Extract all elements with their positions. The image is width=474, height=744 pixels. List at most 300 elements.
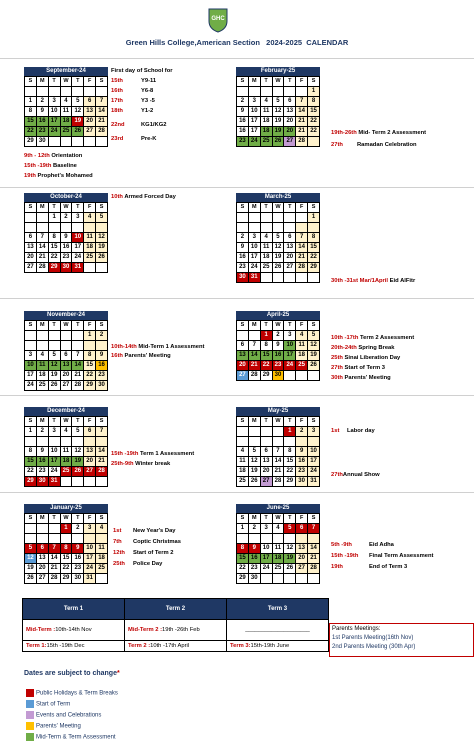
day-cell: 10 <box>84 544 96 554</box>
day-cell: 16 <box>72 554 84 564</box>
day-cell: 26 <box>308 361 320 371</box>
day-cell: 10 <box>48 447 60 457</box>
day-cell <box>296 87 308 97</box>
day-cell <box>296 534 308 544</box>
day-cell: 26 <box>72 467 84 477</box>
day-cell: 30 <box>36 137 48 147</box>
day-cell: 13 <box>36 554 48 564</box>
day-cell: 2 <box>60 213 72 223</box>
week-row <box>25 97 108 107</box>
week-row <box>25 371 108 381</box>
day-cell: 17 <box>260 554 272 564</box>
day-cell: 5 <box>284 524 296 534</box>
day-cell <box>96 341 108 351</box>
day-cell: 30 <box>96 381 108 391</box>
weekday-header: T <box>72 321 84 331</box>
weekday-header: S <box>308 417 320 427</box>
day-cell: 8 <box>237 544 249 554</box>
day-cell <box>284 213 296 223</box>
week-row <box>237 87 320 97</box>
weekday-header: W <box>272 203 284 213</box>
day-cell: 1 <box>308 87 320 97</box>
day-cell: 2 <box>36 97 48 107</box>
day-cell: 5 <box>25 544 37 554</box>
day-cell: 28 <box>48 574 60 584</box>
month-march-25 <box>236 193 320 283</box>
day-cell: 15 <box>308 243 320 253</box>
day-cell: 8 <box>25 447 37 457</box>
day-cell <box>272 437 284 447</box>
day-cell: 26 <box>272 263 284 273</box>
day-cell: 2 <box>72 524 84 534</box>
weekday-header: F <box>296 77 308 87</box>
week-row <box>237 351 320 361</box>
weekday-header: M <box>36 417 48 427</box>
weekday-header-row <box>25 417 108 427</box>
weekday-header: S <box>25 77 37 87</box>
day-cell <box>48 331 60 341</box>
day-cell: 28 <box>248 371 260 381</box>
day-cell: 9 <box>96 351 108 361</box>
day-cell: 6 <box>284 233 296 243</box>
day-cell: 6 <box>284 97 296 107</box>
weekday-header: W <box>272 417 284 427</box>
weekday-header: S <box>308 203 320 213</box>
week-row <box>25 117 108 127</box>
weekday-header: W <box>272 514 284 524</box>
day-cell: 18 <box>60 117 72 127</box>
weekday-header: W <box>60 77 72 87</box>
day-cell <box>60 437 72 447</box>
day-cell: 6 <box>296 524 308 534</box>
day-cell <box>48 534 60 544</box>
day-cell: 23 <box>36 127 48 137</box>
day-cell: 6 <box>84 427 96 437</box>
week-row <box>237 427 320 437</box>
school-logo-shield-icon <box>207 7 229 33</box>
day-cell <box>248 87 260 97</box>
day-cell: 1 <box>308 213 320 223</box>
note-line: 22nd KG1/KG2 <box>111 122 167 128</box>
day-cell: 3 <box>260 524 272 534</box>
day-cell <box>96 87 108 97</box>
day-cell: 24 <box>84 564 96 574</box>
day-cell: 15 <box>308 107 320 117</box>
day-cell: 19 <box>72 117 84 127</box>
weekday-header: S <box>237 321 249 331</box>
day-cell: 31 <box>84 574 96 584</box>
day-cell <box>60 341 72 351</box>
note-line: 19th-26th Mid- Term 2 Assessment <box>331 130 427 136</box>
day-cell: 8 <box>308 97 320 107</box>
day-cell <box>284 574 296 584</box>
day-cell: 30 <box>296 477 308 487</box>
weekday-header: S <box>25 203 37 213</box>
day-cell <box>248 331 260 341</box>
day-cell: 29 <box>84 381 96 391</box>
week-row <box>237 233 320 243</box>
note-line: 30th Parents' Meeting <box>331 375 391 381</box>
day-cell: 21 <box>36 253 48 263</box>
note-line: 23rd Pre-K <box>111 136 157 142</box>
week-row <box>237 213 320 223</box>
day-cell: 23 <box>36 467 48 477</box>
legend-item-parents-meeting: Parents' Meeting <box>26 722 81 731</box>
weekday-header: T <box>48 417 60 427</box>
day-cell: 5 <box>272 97 284 107</box>
day-cell: 12 <box>72 447 84 457</box>
day-cell: 31 <box>48 477 60 487</box>
day-cell: 29 <box>25 137 37 147</box>
day-cell: 12 <box>308 341 320 351</box>
day-cell <box>248 534 260 544</box>
weekday-header: T <box>284 514 296 524</box>
term-cell: Mid-Term 2 :19th -26th Feb <box>125 620 227 641</box>
day-cell: 8 <box>284 447 296 457</box>
day-cell: 24 <box>248 263 260 273</box>
day-cell <box>308 437 320 447</box>
day-cell: 29 <box>260 371 272 381</box>
day-cell: 7 <box>96 97 108 107</box>
day-cell: 8 <box>48 233 60 243</box>
day-cell: 27 <box>36 574 48 584</box>
weekday-header-row <box>237 203 320 213</box>
day-cell: 14 <box>296 107 308 117</box>
day-cell: 1 <box>25 427 37 437</box>
weekday-header: S <box>96 514 108 524</box>
day-cell: 5 <box>72 97 84 107</box>
day-cell: 3 <box>248 233 260 243</box>
day-cell: 13 <box>84 447 96 457</box>
week-row <box>237 263 320 273</box>
day-cell: 16 <box>36 457 48 467</box>
weekday-header: T <box>72 203 84 213</box>
day-cell: 14 <box>296 243 308 253</box>
day-cell: 9 <box>237 107 249 117</box>
day-cell: 4 <box>260 97 272 107</box>
week-row <box>237 273 320 283</box>
day-cell: 2 <box>36 427 48 437</box>
day-cell <box>272 273 284 283</box>
day-cell <box>260 574 272 584</box>
day-cell: 29 <box>237 574 249 584</box>
month-january-25 <box>24 504 108 584</box>
day-cell: 4 <box>237 447 249 457</box>
day-cell <box>25 341 37 351</box>
day-cell: 6 <box>237 341 249 351</box>
day-cell: 23 <box>248 564 260 574</box>
weekday-header-row <box>25 203 108 213</box>
day-cell <box>284 223 296 233</box>
day-cell: 6 <box>25 233 37 243</box>
day-cell: 12 <box>48 361 60 371</box>
day-cell: 23 <box>237 137 249 147</box>
holiday-swatch <box>26 689 34 697</box>
notes-september-below <box>24 151 93 181</box>
day-cell <box>296 223 308 233</box>
day-cell: 28 <box>296 263 308 273</box>
day-cell: 6 <box>84 97 96 107</box>
day-cell: 15 <box>260 351 272 361</box>
day-cell: 29 <box>48 263 60 273</box>
day-cell <box>296 213 308 223</box>
day-cell: 24 <box>72 253 84 263</box>
divider <box>0 395 474 396</box>
day-cell: 28 <box>308 564 320 574</box>
day-cell: 17 <box>72 243 84 253</box>
day-cell: 24 <box>284 361 296 371</box>
note-line: 18th Y1-2 <box>111 108 154 114</box>
weekday-header: T <box>72 77 84 87</box>
weekday-header: S <box>96 77 108 87</box>
day-cell: 11 <box>272 544 284 554</box>
day-cell: 14 <box>36 243 48 253</box>
day-cell <box>96 137 108 147</box>
week-row <box>25 137 108 147</box>
term-header: Term 2 <box>125 599 227 620</box>
notes-june <box>331 540 433 573</box>
notes-november <box>111 343 204 361</box>
day-cell: 14 <box>308 544 320 554</box>
week-row <box>25 554 108 564</box>
weekday-header: S <box>25 321 37 331</box>
week-row <box>25 534 108 544</box>
day-cell <box>60 477 72 487</box>
divider <box>0 58 474 59</box>
day-cell <box>248 427 260 437</box>
day-cell <box>36 437 48 447</box>
note-line: 27thAnnual Show <box>331 472 380 478</box>
day-cell: 3 <box>48 97 60 107</box>
day-cell: 23 <box>272 361 284 371</box>
day-cell: 13 <box>284 243 296 253</box>
day-cell: 20 <box>296 554 308 564</box>
day-cell: 15 <box>25 457 37 467</box>
day-cell <box>308 137 320 147</box>
weekday-header: S <box>308 514 320 524</box>
day-cell: 11 <box>296 341 308 351</box>
day-cell: 12 <box>96 233 108 243</box>
day-cell: 22 <box>308 117 320 127</box>
day-cell: 19 <box>25 564 37 574</box>
day-cell <box>260 534 272 544</box>
day-cell <box>260 273 272 283</box>
day-cell <box>60 331 72 341</box>
weekday-header: M <box>248 514 260 524</box>
day-cell <box>284 273 296 283</box>
week-row <box>25 437 108 447</box>
weekday-header: S <box>25 514 37 524</box>
day-cell: 10 <box>308 447 320 457</box>
day-cell: 1 <box>25 97 37 107</box>
month-may-25 <box>236 407 320 487</box>
day-cell: 27 <box>84 127 96 137</box>
day-cell: 19 <box>248 467 260 477</box>
day-cell: 28 <box>96 127 108 137</box>
day-cell: 13 <box>84 107 96 117</box>
day-cell: 17 <box>284 351 296 361</box>
weekday-header: F <box>296 514 308 524</box>
day-cell: 14 <box>96 447 108 457</box>
month-september-24 <box>24 67 108 147</box>
day-cell: 21 <box>296 127 308 137</box>
day-cell: 21 <box>296 253 308 263</box>
day-cell <box>237 87 249 97</box>
day-cell: 20 <box>36 564 48 574</box>
day-cell: 12 <box>272 243 284 253</box>
week-row <box>25 243 108 253</box>
week-row <box>25 331 108 341</box>
note-line: 25th-9th Winter break <box>111 461 171 467</box>
day-cell: 7 <box>296 97 308 107</box>
day-cell: 27 <box>284 263 296 273</box>
day-cell <box>72 223 84 233</box>
note-line: 19th Prophet's Mohamed <box>24 173 93 179</box>
weekday-header: T <box>48 203 60 213</box>
day-cell <box>84 437 96 447</box>
day-cell: 24 <box>25 381 37 391</box>
term-cell: Term 1:15th -19th Dec <box>23 641 125 652</box>
day-cell <box>48 524 60 534</box>
day-cell: 24 <box>48 127 60 137</box>
day-cell: 16 <box>248 554 260 564</box>
day-cell <box>72 341 84 351</box>
day-cell <box>25 331 37 341</box>
day-cell: 18 <box>237 467 249 477</box>
month-title: June-25 <box>236 504 320 513</box>
day-cell <box>72 477 84 487</box>
day-cell <box>308 273 320 283</box>
day-cell <box>248 223 260 233</box>
day-cell: 2 <box>237 97 249 107</box>
day-cell <box>284 87 296 97</box>
week-row <box>237 243 320 253</box>
note-line: 15th -19th Term 1 Assessment <box>111 451 195 457</box>
day-cell: 3 <box>284 331 296 341</box>
day-cell: 10 <box>284 341 296 351</box>
day-cell: 17 <box>48 117 60 127</box>
day-cell: 16 <box>237 117 249 127</box>
week-row <box>25 223 108 233</box>
day-cell: 7 <box>36 233 48 243</box>
week-row <box>25 253 108 263</box>
day-cell <box>272 213 284 223</box>
notes-may <box>331 427 380 479</box>
day-cell: 8 <box>60 544 72 554</box>
day-cell <box>84 477 96 487</box>
week-row <box>237 127 320 137</box>
day-cell: 10 <box>72 233 84 243</box>
day-cell: 30 <box>237 273 249 283</box>
day-cell: 22 <box>25 467 37 477</box>
term-header: Term 1 <box>23 599 125 620</box>
weekday-header: T <box>260 514 272 524</box>
weekday-header-row <box>25 321 108 331</box>
week-row <box>237 534 320 544</box>
notes-march: 30th -31st Mar/1April Eid AlFitr <box>331 278 416 284</box>
weekday-header: T <box>72 514 84 524</box>
day-cell: 18 <box>60 457 72 467</box>
day-cell <box>60 87 72 97</box>
day-cell <box>296 437 308 447</box>
day-cell: 29 <box>60 574 72 584</box>
day-cell: 20 <box>260 467 272 477</box>
day-cell: 14 <box>72 361 84 371</box>
day-cell: 4 <box>60 97 72 107</box>
week-row <box>25 467 108 477</box>
term-final-row <box>23 641 329 652</box>
day-cell <box>237 213 249 223</box>
week-row <box>25 341 108 351</box>
day-cell: 30 <box>272 371 284 381</box>
week-row <box>25 127 108 137</box>
day-cell <box>48 437 60 447</box>
day-cell: 1 <box>48 213 60 223</box>
day-cell: 29 <box>25 477 37 487</box>
week-row <box>25 574 108 584</box>
day-cell: 22 <box>25 127 37 137</box>
day-cell: 4 <box>60 427 72 437</box>
day-cell <box>60 137 72 147</box>
day-cell <box>48 223 60 233</box>
weekday-header: T <box>284 321 296 331</box>
day-cell: 5 <box>272 233 284 243</box>
week-row <box>237 371 320 381</box>
parents-swatch <box>26 722 34 730</box>
day-cell: 2 <box>296 427 308 437</box>
divider <box>0 492 474 493</box>
day-cell: 29 <box>308 263 320 273</box>
parents-meetings-box <box>329 623 474 657</box>
day-cell: 15 <box>48 243 60 253</box>
weekday-header: S <box>96 321 108 331</box>
day-cell: 8 <box>260 341 272 351</box>
day-cell: 3 <box>25 351 37 361</box>
day-cell: 6 <box>36 544 48 554</box>
day-cell <box>36 534 48 544</box>
day-cell: 5 <box>48 351 60 361</box>
day-cell: 12 <box>248 457 260 467</box>
day-cell <box>36 524 48 534</box>
month-title: January-25 <box>24 504 108 513</box>
day-cell: 4 <box>260 233 272 243</box>
month-june-25 <box>236 504 320 584</box>
note-line: 16th Parents' Meeting <box>111 353 171 359</box>
term-cell: Term 2 :10th -17th April <box>125 641 227 652</box>
weekday-header: F <box>296 203 308 213</box>
day-cell: 1 <box>237 524 249 534</box>
day-cell: 26 <box>25 574 37 584</box>
note-line: 12th Start of Term 2 <box>113 550 174 556</box>
note-line: 27th Ramadan Celebration <box>331 142 417 148</box>
day-cell: 20 <box>284 253 296 263</box>
notes-september <box>111 67 173 143</box>
week-row <box>237 467 320 477</box>
day-cell: 22 <box>60 564 72 574</box>
parents-meeting-2: 2nd Parents Meeting (30th Apr) <box>332 644 416 650</box>
day-cell: 28 <box>272 477 284 487</box>
weekday-header: S <box>237 77 249 87</box>
day-cell: 14 <box>248 351 260 361</box>
assessment-swatch <box>26 733 34 741</box>
weekday-header: M <box>248 417 260 427</box>
day-cell: 28 <box>36 263 48 273</box>
weekday-header: F <box>84 321 96 331</box>
day-cell: 7 <box>96 427 108 437</box>
weekday-header: S <box>25 417 37 427</box>
day-cell: 9 <box>248 544 260 554</box>
day-cell: 20 <box>237 361 249 371</box>
